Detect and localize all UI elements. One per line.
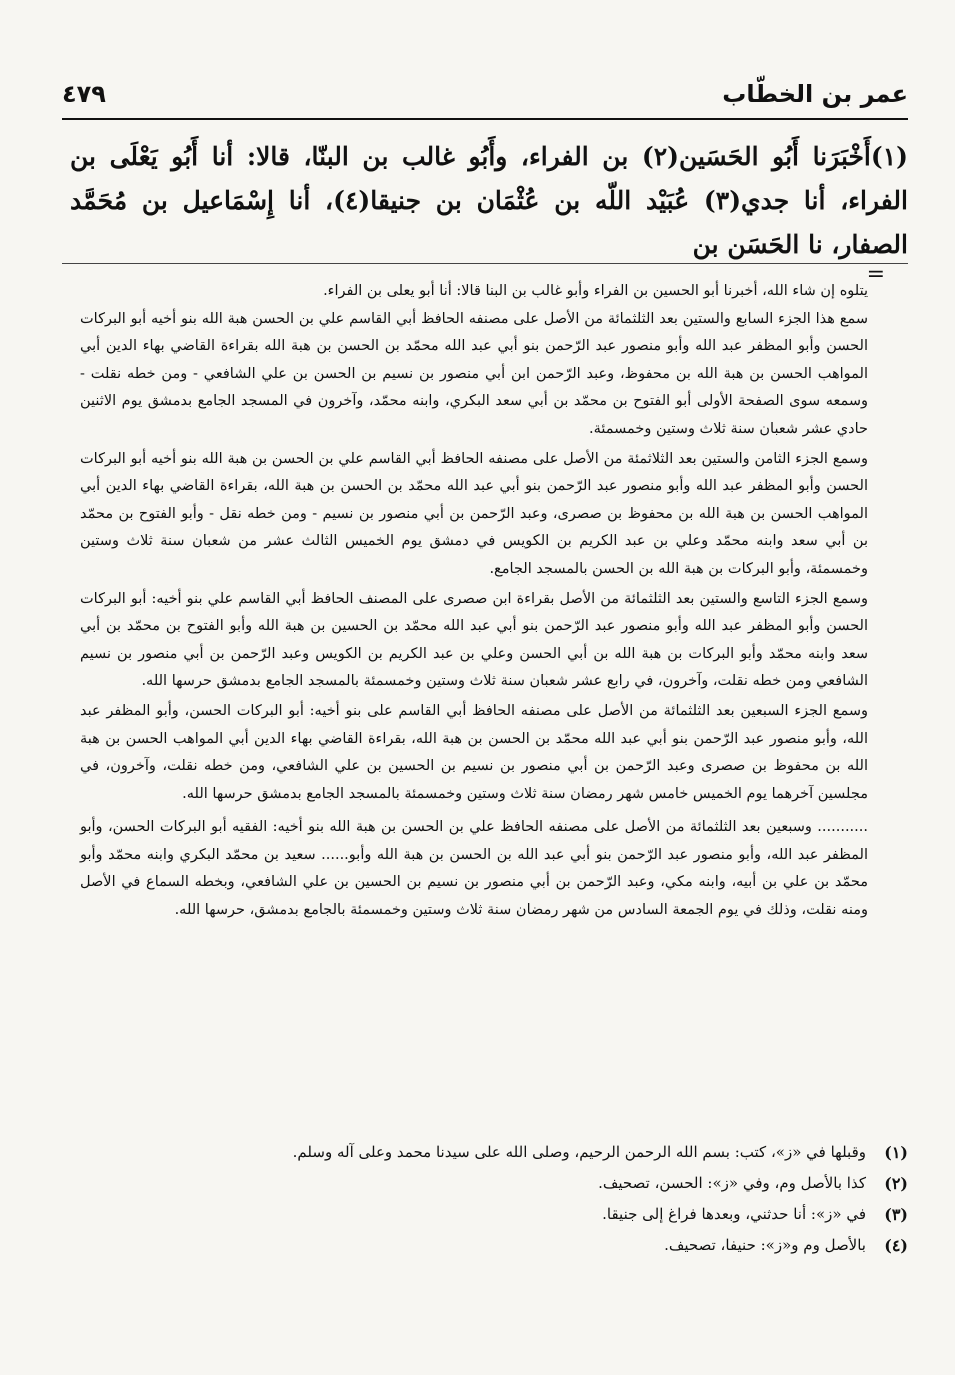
- footnote: [80, 1137, 908, 1168]
- footnote-text: في «ز»: أنا حدثني، وبعدها فراغ إلى جنيقا.: [602, 1205, 866, 1223]
- main-text: (١)أَخْبَرَنا أَبُو الحَسَين(٢) بن الفراء، وأَبُو غالب بن البنّا، قالا: أنا أَبُو يَعْلَى بن الفراء، أنا جدي(٣) عُبَيْد اللّه بن عُثْمَان بن جنيقا(٤)، أنا إِسْمَاعيل بن مُحَمَّد الصفار، نا الحَسَن بن: [70, 142, 908, 259]
- footnote: [80, 1230, 908, 1261]
- separator-rule: [62, 263, 908, 264]
- footnote-number: (٢): [884, 1174, 908, 1193]
- footnote-number: (٤): [884, 1236, 908, 1255]
- footnote-number: (١): [884, 1143, 908, 1162]
- footnote: [80, 1199, 908, 1230]
- footnote-text: بالأصل وم و«ز»: حنيفا، تصحيف.: [664, 1236, 866, 1254]
- footnote-number: (٣): [884, 1205, 908, 1224]
- page-number: ٤٧٩: [62, 80, 106, 108]
- footnote-text: كذا بالأصل وم، وفي «ز»: الحسن، تصحيف.: [598, 1174, 866, 1192]
- footnote: [80, 1168, 908, 1199]
- note-paragraph: وسمع الجزء التاسع والستين بعد الثلثمائة من الأصل بقراءة ابن صصرى على المصنف الحافظ أبي القاسم علي بنو أخيه: أبو البركات الحسن وأبو المظفر عبد الله وأبو منصور عبد الرّحمن بنو أبي عبد الله محمّد بن الحسين بن هبة الله وأبو الفتوح بن محمّد بن أبي سعد وابنه محمّد وأبو البركات بن هبة الله بن أبي الحسن وعلي بن عبد الكريم بن الكويس وعبد الرّحمن بن أبي منصور بن نسيم الشافعي ومن خطه نقلت، وآخرون، في رابع عشر شعبان سنة ثلاث وستين وخمسمئة بالمسجد الجامع بدمشق حرسها الله.: [80, 590, 868, 690]
- note-paragraph: وسمع الجزء السبعين بعد الثلثمائة من الأصل على مصنفه الحافظ أبي القاسم على بنو أخيه: أبو البركات الحسن، وأبو المظفر عبد الله، وأبو منصور عبد الرّحمن بنو أبي عبد الله محمّد بن الحسن بن هبة الله، بقراءة القاضي بهاء الدين أبي المواهب الحسن بن هبة الله بن محفوظ بن صصرى وعبد الرّحمن بن أبي منصور بن نسيم بن الحسين بن علي الشافعي، ومن خطه نقلت، وآخرون، في مجلسين آخرهما يوم الخميس خامس شهر رمضان سنة ثلاث وستين وخمسمئة بالمسجد الجامع بدمشق حرسها الله.: [80, 702, 868, 802]
- running-header: [62, 78, 908, 120]
- note-paragraph: وسمع الجزء الثامن والستين بعد الثلاثمئة من الأصل على مصنفه الحافظ أبي القاسم علي بن الحسن بن هبة الله بنو أخيه أبو البركات الحسن وأبو المظفر عبد الله وأبو منصور عبد الرّحمن بنو أبي عبد الله محمّد بن الحسن بن هبة الله، بقراءة القاضي بهاء الدين أبي المواهب الحسن بن هبة الله بن محفوظ بن صصرى، وعبد الرّحمن بن أبي منصور بن نسيم - ومن خطه نقل - وأبو الفتوح بن محمّد بن أبي سعد وابنه محمّد وعلي بن عبد الكريم بن الكويس في دمشق يوم الخميس الثالث عشر من شعبان سنة ثلاث وستين وخمسمئة، وأبو البركات بن هبة الله بن الحسن بالمسجد الجامع.: [80, 450, 868, 577]
- footnotes: [80, 1137, 908, 1261]
- note-paragraph: سمع هذا الجزء السابع والستين بعد الثلثمائة من الأصل على مصنفه الحافظ أبي القاسم علي بن الحسن هبة الله بنو أخيه أبو البركات الحسن وأبو المظفر عبد الله وأبو منصور عبد الرّحمن بنو أبي عبد الله محمّد بن الحسن بن هبة الله بقراءة القاضي بهاء الدين أبي المواهب الحسن بن هبة الله بن محفوظ، وعبد الرّحمن ابن أبي منصور بن نسيم بن الحسن بن علي الشافعي - ومن خطه نقلت - وسمعه سوى الصفحة الأولى أبو الفتوح بن محمّد بن أبي سعد البكري، وابنه محمّد، وآخرون في المسجد الجامع بدمشق يوم الاثنين حادي عشر شعبان سنة ثلاث وستين وخمسمئة.: [80, 310, 868, 437]
- continuation-mark: =: [866, 262, 885, 287]
- notes-block: [80, 278, 868, 927]
- header-title: عمر بن الخطّاب: [722, 80, 908, 108]
- footnote-text: وقبلها في «ز»، كتب: بسم الله الرحمن الرحيم، وصلى الله على سيدنا محمد وعلى آله وسلم.: [292, 1143, 866, 1161]
- note-paragraph: ........... وسبعين بعد الثلثمائة من الأصل على مصنفه الحافظ علي بن الحسن بن هبة الله بنو أخيه: الفقيه أبو البركات الحسن، وأبو المظفر عبد الله، وأبو منصور عبد الرّحمن بنو أبي عبد الله بن الحسن بن هبة الله وأبو...... سعيد بن محمّد البكري وابنه محمّد وأبو محمّد بن علي بن أبيه، وابنه مكي، وعبد الرّحمن بن أبي منصور بن نسيم بن الحسين بن علي الشافعي، وبخطه السماع في الأصل ومنه نقلت، وذلك في يوم الجمعة السادس من شهر رمضان سنة ثلاث وستين وخمسمئة بالجامع بدمشق، حرسها الله.: [80, 819, 868, 919]
- note-paragraph: يتلوه إن شاء الله، أخبرنا أبو الحسين بن الفراء وأبو غالب بن البنا قالا: أنا أبو يعلى بن الفراء.: [323, 283, 868, 299]
